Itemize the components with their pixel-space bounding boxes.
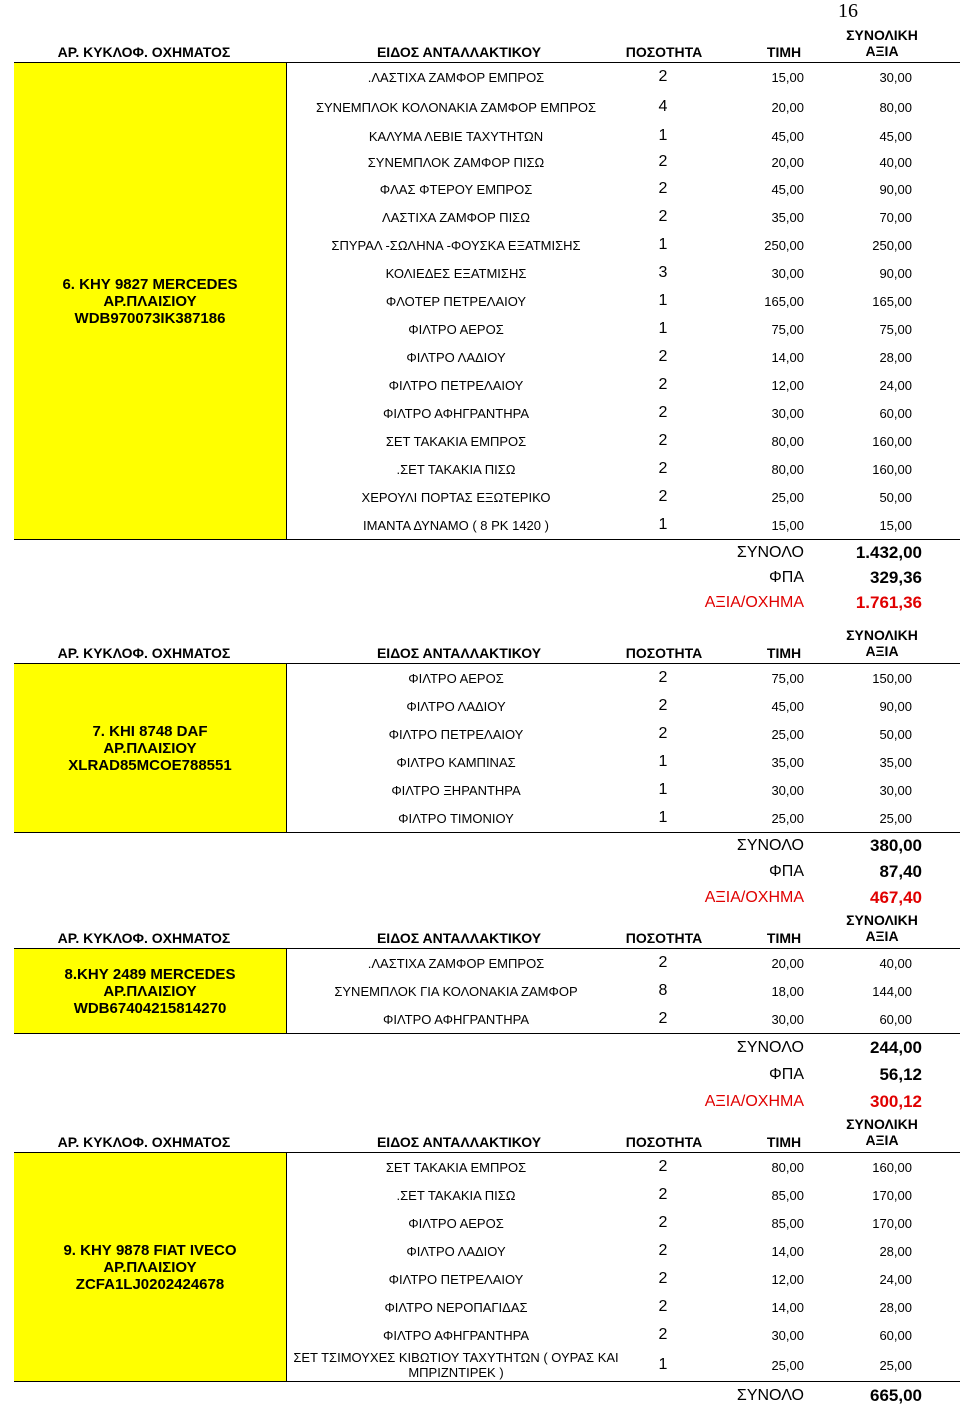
page-number: 16 [838, 0, 858, 22]
header-quantity: ΠΟΣΟΤΗΤΑ [625, 44, 703, 60]
summary-row [14, 590, 960, 615]
summary-row [14, 565, 960, 590]
part-description: ΦΙΛΤΡΟ ΑΕΡΟΣ [408, 1215, 504, 1231]
line-total: 150,00 [872, 670, 912, 686]
summary-value: 1.432,00 [855, 542, 922, 562]
quantity: 2 [658, 153, 668, 170]
unit-price: 14,00 [771, 1243, 804, 1259]
quantity: 2 [658, 954, 668, 971]
unit-price: 15,00 [771, 69, 804, 85]
column-header-row [14, 908, 960, 948]
summary-label: ΣΥΝΟΛΟ [736, 1038, 804, 1056]
header-total-line2: ΑΞΙΑ [865, 1132, 899, 1148]
summary-label: ΑΞΙΑ/ΟΧΗΜΑ [704, 889, 804, 906]
quantity: 2 [658, 432, 668, 449]
summary-value: 1.761,36 [855, 592, 922, 612]
part-description: ΦΙΛΤΡΟ ΠΕΤΡΕΛΑΙΟΥ [388, 1271, 524, 1287]
quantity: 1 [658, 236, 668, 253]
line-total: 40,00 [879, 955, 912, 971]
column-header-row [14, 1112, 960, 1152]
part-description: ΣΕΤ ΤΑΚΑΚΙΑ ΕΜΠΡΟΣ [385, 1159, 527, 1175]
unit-price: 35,00 [771, 209, 804, 225]
vehicle-id-line: WDB970073IK387186 [74, 309, 226, 327]
header-total-line1: ΣΥΝΟΛΙΚΗ [846, 627, 918, 643]
header-total-line1: ΣΥΝΟΛΙΚΗ [846, 912, 918, 928]
unit-price: 45,00 [771, 128, 804, 144]
part-description: ΦΙΛΤΡΟ ΤΙΜΟΝΙΟΥ [398, 810, 514, 826]
part-description: ΦΛΑΣ ΦΤΕΡΟΥ ΕΜΠΡΟΣ [379, 181, 533, 197]
part-description: .ΣΕΤ ΤΑΚΑΚΙΑ ΠΙΣΩ [396, 1187, 516, 1203]
header-vehicle: ΑΡ. ΚΥΚΛΟΦ. ΟΧΗΜΑΤΟΣ [57, 645, 231, 661]
part-description: ΦΙΛΤΡΟ ΑΦΗΓΡΑΝΤΗΡΑ [382, 405, 529, 421]
part-description: ΦΙΛΤΡΟ ΑΕΡΟΣ [408, 670, 504, 686]
header-total-line2: ΑΞΙΑ [865, 643, 899, 659]
quantity: 1 [658, 1356, 668, 1373]
line-total: 45,00 [879, 128, 912, 144]
unit-price: 25,00 [771, 810, 804, 826]
header-vehicle: ΑΡ. ΚΥΚΛΟΦ. ΟΧΗΜΑΤΟΣ [57, 1134, 231, 1150]
table-row [14, 748, 960, 776]
table-row [14, 776, 960, 804]
table-row [14, 1153, 960, 1181]
line-total: 30,00 [879, 69, 912, 85]
quantity: 3 [658, 264, 668, 281]
header-vehicle: ΑΡ. ΚΥΚΛΟΦ. ΟΧΗΜΑΤΟΣ [57, 44, 231, 60]
part-description: ΦΙΛΤΡΟ ΝΕΡΟΠΑΓΙΔΑΣ [384, 1299, 528, 1315]
part-description: ΦΙΛΤΡΟ ΞΗΡΑΝΤΗΡΑ [391, 782, 521, 798]
part-description: ΦΙΛΤΡΟ ΛΑΔΙΟΥ [406, 698, 506, 714]
unit-price: 250,00 [764, 237, 804, 253]
unit-price: 30,00 [771, 265, 804, 281]
line-total: 70,00 [879, 209, 912, 225]
line-total: 35,00 [879, 754, 912, 770]
line-total: 90,00 [879, 181, 912, 197]
unit-price: 30,00 [771, 782, 804, 798]
part-description: .ΣΕΤ ΤΑΚΑΚΙΑ ΠΙΣΩ [396, 461, 516, 477]
unit-price: 18,00 [771, 983, 804, 999]
vehicle-id-line: 8.ΚΗΥ 2489 MERCEDES [64, 965, 236, 983]
part-description: ΦΛΟΤΕΡ ΠΕΤΡΕΛΑΙΟΥ [385, 293, 527, 309]
unit-price: 20,00 [771, 154, 804, 170]
part-description: ΦΙΛΤΡΟ ΚΑΜΠΙΝΑΣ [396, 754, 516, 770]
summary-row [14, 1088, 960, 1115]
unit-price: 30,00 [771, 1011, 804, 1027]
quantity: 4 [658, 98, 668, 115]
quantity: 2 [658, 68, 668, 85]
vehicle-id-line: ZCFA1LJ0202424678 [75, 1275, 225, 1293]
part-description: ΚΟΛΙΕΔΕΣ ΕΞΑΤΜΙΣΗΣ [385, 265, 527, 281]
line-total: 160,00 [872, 1159, 912, 1175]
header-price: ΤΙΜΗ [766, 1134, 802, 1150]
line-total: 144,00 [872, 983, 912, 999]
table-row [14, 949, 960, 977]
table-row [14, 804, 960, 832]
part-description: ΦΙΛΤΡΟ ΠΕΤΡΕΛΑΙΟΥ [388, 377, 524, 393]
unit-price: 30,00 [771, 1327, 804, 1343]
summary-label: ΑΞΙΑ/ΟΧΗΜΑ [704, 1092, 804, 1110]
quantity: 1 [658, 127, 668, 144]
line-total: 50,00 [879, 726, 912, 742]
quantity: 8 [658, 982, 668, 999]
part-description: ΦΙΛΤΡΟ ΑΦΗΓΡΑΝΤΗΡΑ [382, 1327, 529, 1343]
header-vehicle: ΑΡ. ΚΥΚΛΟΦ. ΟΧΗΜΑΤΟΣ [57, 930, 231, 946]
summary-value: 665,00 [870, 1386, 922, 1405]
header-total-line1: ΣΥΝΟΛΙΚΗ [846, 1116, 918, 1132]
vehicle-id-line: WDB67404215814270 [73, 999, 227, 1017]
table-row [14, 91, 960, 123]
quantity: 2 [658, 460, 668, 477]
line-total: 25,00 [879, 1357, 912, 1373]
quantity: 2 [658, 376, 668, 393]
summary-label: ΣΥΝΟΛΟ [736, 543, 804, 561]
line-total: 80,00 [879, 99, 912, 115]
part-description: ΣΕΤ ΤΣΙΜΟΥΧΕΣ ΚΙΒΩΤΙΟΥ ΤΑΧΥΤΗΤΩΝ ( ΟΥΡΑΣ ΚΑΙ ΜΠΡΙΖΝΤΙΡΕΚ ) [293, 1350, 619, 1380]
header-quantity: ΠΟΣΟΤΗΤΑ [625, 645, 703, 661]
summary-row [14, 540, 960, 565]
line-total: 90,00 [879, 698, 912, 714]
vehicle-id-line: ΑΡ.ΠΛΑΙΣΙΟΥ [103, 982, 197, 1000]
table-row [14, 1181, 960, 1209]
header-quantity: ΠΟΣΟΤΗΤΑ [625, 930, 703, 946]
header-price: ΤΙΜΗ [766, 645, 802, 661]
summary-row [14, 833, 960, 859]
vehicle-id-line: ΑΡ.ΠΛΑΙΣΙΟΥ [103, 1258, 197, 1276]
summary-label: ΦΠΑ [769, 863, 804, 880]
unit-price: 85,00 [771, 1187, 804, 1203]
table-row [14, 1209, 960, 1237]
part-description: ΦΙΛΤΡΟ ΑΕΡΟΣ [408, 321, 504, 337]
summary-label: ΣΥΝΟΛΟ [736, 1387, 804, 1404]
table-row [14, 149, 960, 175]
summary-label: ΦΠΑ [769, 1065, 804, 1083]
header-total-value [822, 908, 942, 948]
unit-price: 35,00 [771, 754, 804, 770]
part-description: ΦΙΛΤΡΟ ΑΦΗΓΡΑΝΤΗΡΑ [382, 1011, 529, 1027]
part-description: ΣΥΝΕΜΠΛΟΚ ΚΟΛΟΝΑΚΙΑ ΖΑΜΦΟΡ ΕΜΠΡΟΣ [315, 99, 597, 115]
line-total: 90,00 [879, 265, 912, 281]
unit-price: 25,00 [771, 726, 804, 742]
vehicle-id-line: 6. ΚΗΥ 9827 MERCEDES [62, 275, 238, 293]
part-description: ΛΑΣΤΙΧΑ ΖΑΜΦΟΡ ΠΙΣΩ [382, 209, 530, 225]
table-row [14, 203, 960, 231]
unit-price: 80,00 [771, 1159, 804, 1175]
header-total-value [822, 1112, 942, 1152]
line-total: 160,00 [872, 433, 912, 449]
part-description: ΚΑΛΥΜΑ ΛΕΒΙΕ ΤΑΧΥΤΗΤΩΝ [368, 128, 544, 144]
unit-price: 80,00 [771, 461, 804, 477]
line-total: 170,00 [872, 1187, 912, 1203]
summary-row [14, 859, 960, 885]
table-row [14, 1237, 960, 1265]
vehicle-id-line: ΑΡ.ΠΛΑΙΣΙΟΥ [103, 292, 197, 310]
header-part: ΕΙΔΟΣ ΑΝΤΑΛΛΑΚΤΙΚΟΥ [376, 930, 542, 946]
part-description: ΙΜΑΝΤΑ ΔΥΝΑΜΟ ( 8 PK 1420 ) [363, 517, 549, 533]
part-description: ΦΙΛΤΡΟ ΠΕΤΡΕΛΑΙΟΥ [388, 726, 524, 742]
table-row [14, 977, 960, 1005]
unit-price: 25,00 [771, 489, 804, 505]
table-row [14, 1265, 960, 1293]
line-total: 165,00 [872, 293, 912, 309]
quantity: 1 [658, 292, 668, 309]
unit-price: 15,00 [771, 517, 804, 533]
table-row [14, 692, 960, 720]
unit-price: 165,00 [764, 293, 804, 309]
summary-value: 329,36 [870, 567, 922, 587]
quantity: 2 [658, 404, 668, 421]
summary-value: 380,00 [870, 836, 922, 855]
line-total: 60,00 [879, 405, 912, 421]
header-price: ΤΙΜΗ [766, 44, 802, 60]
quantity: 2 [658, 1242, 668, 1259]
column-header-row [14, 24, 960, 62]
line-total: 24,00 [879, 1271, 912, 1287]
part-description: ΦΙΛΤΡΟ ΛΑΔΙΟΥ [406, 1243, 506, 1259]
vehicle-id-line: XLRAD85MCOE788551 [68, 756, 232, 774]
quantity: 2 [658, 1158, 668, 1175]
line-total: 28,00 [879, 1243, 912, 1259]
table-row [14, 720, 960, 748]
header-total-value [822, 623, 942, 663]
unit-price: 20,00 [771, 99, 804, 115]
header-total-line2: ΑΞΙΑ [865, 928, 899, 944]
line-total: 24,00 [879, 377, 912, 393]
table-row [14, 287, 960, 315]
header-part: ΕΙΔΟΣ ΑΝΤΑΛΛΑΚΤΙΚΟΥ [376, 44, 542, 60]
unit-price: 20,00 [771, 955, 804, 971]
part-description: ΣΥΝΕΜΠΛΟΚ ΖΑΜΦΟΡ ΠΙΣΩ [367, 154, 545, 170]
quantity: 2 [658, 1298, 668, 1315]
table-row [14, 259, 960, 287]
quantity: 2 [658, 1010, 668, 1027]
header-price: ΤΙΜΗ [766, 930, 802, 946]
part-description: ΦΙΛΤΡΟ ΛΑΔΙΟΥ [406, 349, 506, 365]
header-part: ΕΙΔΟΣ ΑΝΤΑΛΛΑΚΤΙΚΟΥ [376, 645, 542, 661]
table-row [14, 63, 960, 91]
table-row [14, 343, 960, 371]
line-total: 250,00 [872, 237, 912, 253]
header-total-value [822, 24, 942, 62]
quantity: 1 [658, 809, 668, 826]
quantity: 2 [658, 697, 668, 714]
table-row [14, 399, 960, 427]
summary-value: 87,40 [879, 862, 922, 881]
quantity: 2 [658, 1186, 668, 1203]
line-total: 15,00 [879, 517, 912, 533]
line-total: 30,00 [879, 782, 912, 798]
unit-price: 45,00 [771, 181, 804, 197]
line-total: 40,00 [879, 154, 912, 170]
quantity: 2 [658, 1326, 668, 1343]
part-description: ΧΕΡΟΥΛΙ ΠΟΡΤΑΣ ΕΞΩΤΕΡΙΚΟ [361, 489, 551, 505]
line-total: 28,00 [879, 349, 912, 365]
table-row [14, 427, 960, 455]
table-row [14, 371, 960, 399]
line-total: 75,00 [879, 321, 912, 337]
line-total: 160,00 [872, 461, 912, 477]
summary-value: 244,00 [870, 1037, 922, 1057]
summary-value: 56,12 [879, 1064, 922, 1084]
quantity: 1 [658, 320, 668, 337]
quantity: 2 [658, 348, 668, 365]
column-header-row [14, 623, 960, 663]
summary-value: 467,40 [870, 888, 922, 907]
unit-price: 30,00 [771, 405, 804, 421]
part-description: ΣΕΤ ΤΑΚΑΚΙΑ ΕΜΠΡΟΣ [385, 433, 527, 449]
table-row [14, 1005, 960, 1033]
quantity: 2 [658, 208, 668, 225]
vehicle-id-line: 7. ΚΗΙ 8748 DAF [92, 722, 208, 740]
quantity: 1 [658, 516, 668, 533]
vehicle-id-line: 9. ΚΗΥ 9878 FIAT IVECO [63, 1241, 237, 1259]
line-total: 28,00 [879, 1299, 912, 1315]
unit-price: 75,00 [771, 321, 804, 337]
unit-price: 75,00 [771, 670, 804, 686]
unit-price: 80,00 [771, 433, 804, 449]
summary-row [14, 1034, 960, 1061]
unit-price: 12,00 [771, 377, 804, 393]
line-total: 60,00 [879, 1327, 912, 1343]
header-total-line1: ΣΥΝΟΛΙΚΗ [846, 27, 918, 43]
table-row [14, 175, 960, 203]
unit-price: 45,00 [771, 698, 804, 714]
line-total: 60,00 [879, 1011, 912, 1027]
table-row [14, 664, 960, 692]
unit-price: 12,00 [771, 1271, 804, 1287]
part-description: .ΛΑΣΤΙΧΑ ΖΑΜΦΟΡ ΕΜΠΡΟΣ [367, 69, 545, 85]
table-row [14, 1293, 960, 1321]
quantity: 1 [658, 753, 668, 770]
summary-value: 300,12 [870, 1091, 922, 1111]
table-row [14, 315, 960, 343]
quantity: 2 [658, 669, 668, 686]
summary-row [14, 1061, 960, 1088]
unit-price: 14,00 [771, 349, 804, 365]
unit-price: 25,00 [771, 1357, 804, 1373]
part-description: ΣΠΥΡΑΛ -ΣΩΛΗΝΑ -ΦΟΥΣΚΑ ΕΞΑΤΜΙΣΗΣ [331, 237, 581, 253]
summary-label: ΑΞΙΑ/ΟΧΗΜΑ [704, 593, 804, 611]
table-row [14, 123, 960, 149]
summary-label: ΣΥΝΟΛΟ [736, 837, 804, 854]
quantity: 2 [658, 180, 668, 197]
table-row [14, 1321, 960, 1349]
table-row [14, 455, 960, 483]
header-part: ΕΙΔΟΣ ΑΝΤΑΛΛΑΚΤΙΚΟΥ [376, 1134, 542, 1150]
part-description: .ΛΑΣΤΙΧΑ ΖΑΜΦΟΡ ΕΜΠΡΟΣ [367, 955, 545, 971]
line-total: 170,00 [872, 1215, 912, 1231]
line-total: 25,00 [879, 810, 912, 826]
header-quantity: ΠΟΣΟΤΗΤΑ [625, 1134, 703, 1150]
table-row [14, 511, 960, 539]
table-row [14, 231, 960, 259]
quantity: 2 [658, 1270, 668, 1287]
unit-price: 85,00 [771, 1215, 804, 1231]
quantity: 2 [658, 1214, 668, 1231]
table-row [14, 483, 960, 511]
summary-label: ΦΠΑ [769, 568, 804, 586]
quantity: 2 [658, 725, 668, 742]
header-total-line2: ΑΞΙΑ [865, 43, 899, 59]
vehicle-id-line: ΑΡ.ΠΛΑΙΣΙΟΥ [103, 739, 197, 757]
table-row [14, 1349, 960, 1381]
quantity: 1 [658, 781, 668, 798]
unit-price: 14,00 [771, 1299, 804, 1315]
quantity: 2 [658, 488, 668, 505]
line-total: 50,00 [879, 489, 912, 505]
part-description: ΣΥΝΕΜΠΛΟΚ ΓΙΑ ΚΟΛΟΝΑΚΙΑ ΖΑΜΦΟΡ [334, 983, 578, 999]
summary-row [14, 1382, 960, 1410]
